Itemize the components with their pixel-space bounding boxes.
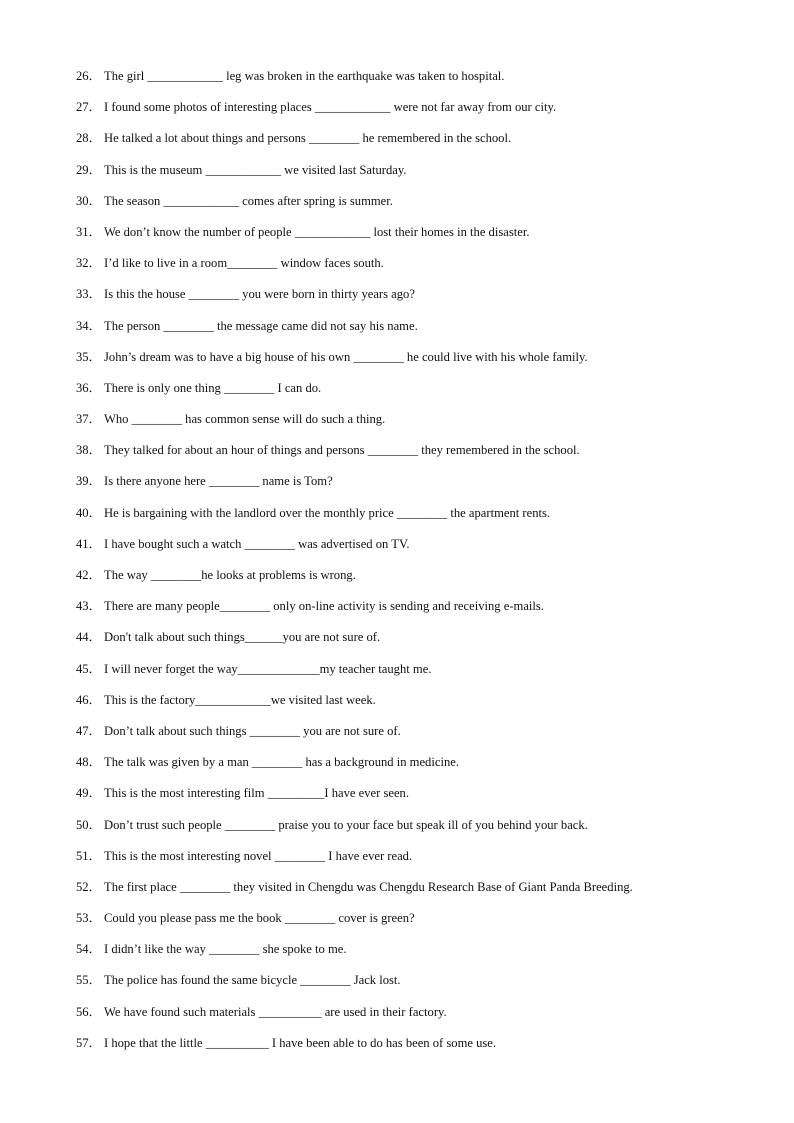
question-item [76,753,776,784]
question-text: Is this the house ________ you were born in thirty years ago? [104,287,415,302]
question-number: 48． [76,755,102,770]
question-number: 51． [76,848,102,863]
question-number: 56． [76,1004,102,1019]
question-text: Don’t trust such people ________ praise you to your face but speak ill of you behind your back. [104,817,588,832]
question-text: I’d like to live in a room________ window faces south. [104,256,384,271]
question-number: 28． [76,131,102,146]
question-item [76,784,776,815]
question-item [76,379,776,410]
question-item [76,129,776,160]
question-item [76,223,776,254]
question-number: 33． [76,287,102,302]
question-item [76,504,776,535]
question-text: There are many people________ only on-line activity is sending and receiving e-mails. [104,599,544,614]
question-text: John’s dream was to have a big house of his own ________ he could live with his whole family. [104,349,588,364]
question-number: 43． [76,599,102,614]
question-item [76,348,776,379]
question-item [76,1003,776,1034]
question-item [76,971,776,1002]
question-item [76,878,776,909]
question-number: 46． [76,692,102,707]
question-number: 27． [76,100,102,115]
question-number: 50． [76,817,102,832]
question-item [76,67,776,98]
question-number: 34． [76,318,102,333]
question-number: 53． [76,911,102,926]
question-item [76,317,776,348]
question-item [76,410,776,441]
question-text: I have bought such a watch ________ was advertised on TV. [104,536,410,551]
question-text: This is the factory____________we visited last week. [104,692,376,707]
question-item [76,1034,776,1065]
question-text: Is there anyone here ________ name is Tom? [104,474,333,489]
question-text: Don’t talk about such things ________ you are not sure of. [104,723,401,738]
question-number: 29． [76,162,102,177]
question-number: 52． [76,879,102,894]
question-number: 36． [76,380,102,395]
question-number: 39． [76,474,102,489]
question-number: 41． [76,536,102,551]
question-text: Who ________ has common sense will do such a thing. [104,412,386,427]
question-item [76,691,776,722]
question-text: I didn’t like the way ________ she spoke to me. [104,942,347,957]
question-text: We don’t know the number of people ____________ lost their homes in the disaster. [104,224,530,239]
question-text: The season ____________ comes after spring is summer. [104,193,393,208]
question-item [76,940,776,971]
question-number: 38． [76,443,102,458]
question-item [76,660,776,691]
question-text: This is the museum ____________ we visited last Saturday. [104,162,407,177]
question-text: He talked a lot about things and persons ________ he remembered in the school. [104,131,512,146]
question-item [76,535,776,566]
question-item [76,597,776,628]
question-text: This is the most interesting film _________I have ever seen. [104,786,409,801]
question-text: The talk was given by a man ________ has a background in medicine. [104,755,459,770]
question-list [76,67,776,1065]
question-text: The girl ____________ leg was broken in the earthquake was taken to hospital. [104,69,505,83]
question-item [76,816,776,847]
question-item [76,847,776,878]
question-number: 40． [76,505,102,520]
question-item [76,98,776,129]
question-text: There is only one thing ________ I can do. [104,380,322,395]
question-text: We have found such materials __________ are used in their factory. [104,1004,447,1019]
question-text: He is bargaining with the landlord over the monthly price ________ the apartment rents. [104,505,551,520]
question-number: 45． [76,661,102,676]
question-number: 35． [76,349,102,364]
question-text: The way ________he looks at problems is wrong. [104,568,356,582]
question-item [76,909,776,940]
question-text: I hope that the little __________ I have been able to do has been of some use. [104,1035,497,1050]
question-number: 54． [76,942,102,957]
question-number: 47． [76,723,102,738]
question-item [76,722,776,753]
question-number: 55． [76,973,102,988]
question-number: 49． [76,786,102,801]
question-number: 57． [76,1035,102,1050]
question-number: 37． [76,412,102,427]
question-number: 32． [76,256,102,271]
question-text: The person ________ the message came did not say his name. [104,318,418,333]
question-text: I found some photos of interesting places ____________ were not far away from our city. [104,100,557,115]
question-text: Could you please pass me the book ________ cover is green? [104,911,415,926]
question-number: 44． [76,630,102,645]
question-text: They talked for about an hour of things and persons ________ they remembered in the school. [104,443,580,458]
question-item [76,285,776,316]
question-text: Don't talk about such things______you are not sure of. [104,630,381,645]
question-item [76,161,776,192]
question-item [76,628,776,659]
question-number: 26． [76,69,102,83]
question-item [76,441,776,472]
question-text: The first place ________ they visited in Chengdu was Chengdu Research Base of Giant Panda Breeding. [104,879,633,894]
question-text: The police has found the same bicycle ________ Jack lost. [104,973,401,988]
question-number: 31． [76,224,102,239]
question-item [76,566,776,597]
question-text: This is the most interesting novel ________ I have ever read. [104,848,413,863]
question-number: 30． [76,193,102,208]
question-number: 42． [76,568,102,582]
question-item [76,472,776,503]
question-item [76,254,776,285]
question-item [76,192,776,223]
question-text: I will never forget the way_____________my teacher taught me. [104,661,432,676]
